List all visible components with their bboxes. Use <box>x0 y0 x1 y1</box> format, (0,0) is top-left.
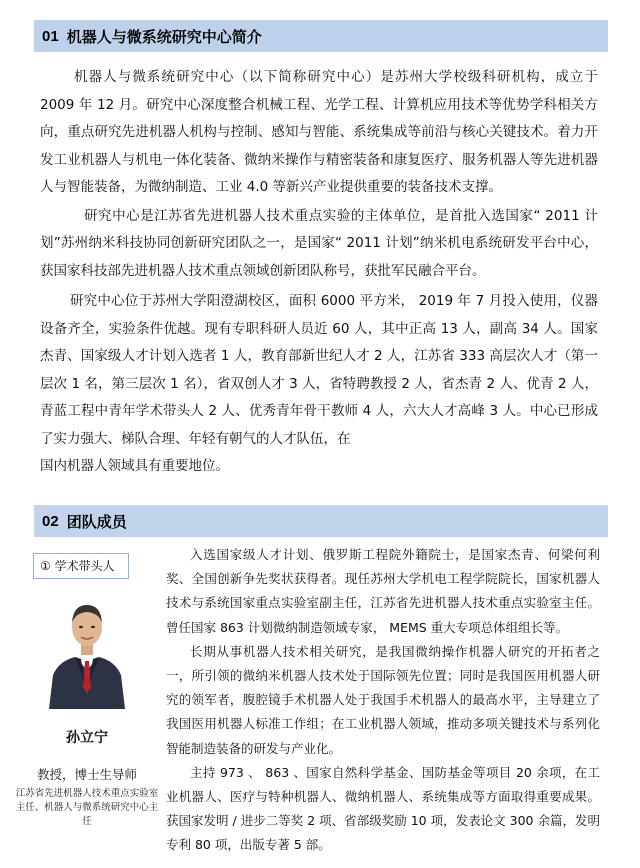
intro-paragraph-3-tail: 国内机器人领域具有重要地位。 <box>40 458 229 474</box>
section-header-intro <box>34 20 608 52</box>
bio-paragraph-3: 主持 973 、 863 、国家自然科学基金、国防基金等项目 20 余项，在工业机器人、医疗与特种机器人、微纳机器人、系统集成等方面取得重要成果。获国家发明 / 进步二等奖 2 项、省部级奖励 10 项，发表论文 300 余篇，发明专利 80 项，出版专著 5 部。 <box>166 764 600 853</box>
section-number: 02 <box>42 512 59 530</box>
role-label: 学术带头人 <box>54 559 115 573</box>
member-profile <box>12 553 162 829</box>
member-photo <box>47 587 127 709</box>
intro-paragraph-2: 研究中心是江苏省先进机器人技术重点实验的主体单位，是首批入选国家“ 2011 计划”苏州纳米科技协同创新研究团队之一，是国家“ 2011 计划”纳米机电系统研发平台中心，获国家科技部先进机器人技术重点领域创新团队称号，获批军民融合平台。 <box>40 207 598 279</box>
intro-paragraph-3: 研究中心位于苏州大学阳澄湖校区，面积 6000 平方米， 2019 年 7 月投入使用，仪器设备齐全，实验条件优越。现有专职科研人员近 60 人，其中正高 13 人，副高 34 人。国家杰青、国家级人才计划入选者 1 人，教育部新世纪人才 2 人，江苏省 333 高层次人才（第一层次 1 名，第三层次 1 名），省双创人才 3 人，省特聘教授 2 人，省杰青 2 人、优青 2 人，青蓝工程中青年学术带头人 2 人、优秀青年骨干教师 4 人，六大人才高峰 3 人。中心已形成了实力强大、梯队合理、年轻有朝气的人才队伍，在 <box>40 293 598 447</box>
member-name: 孙立宁 <box>66 730 108 746</box>
section-title: 团队成员 <box>66 512 127 531</box>
role-label-box <box>33 553 129 579</box>
section-number: 01 <box>42 27 59 45</box>
member-title: 教授，博士生导师 <box>36 767 137 782</box>
bio-paragraph-1: 入选国家级人才计划、俄罗斯工程院外籍院士，是国家杰青、何梁何利奖、全国创新争先奖状获得者。现任苏州大学机电工程学院院长，国家机器人技术与系统国家重点实验室副主任，江苏省先进机器人技术重点实验室主任。曾任国家 863 计划微纳制造领域专家， MEMS 重大专项总体组组长等。 <box>166 547 600 635</box>
intro-text <box>40 64 598 475</box>
section-header-team <box>34 505 608 537</box>
circled-number-1: ① <box>40 559 51 573</box>
intro-paragraph-1: 机器人与微系统研究中心（以下简称研究中心）是苏州大学校级科研机构，成立于 2009 年 12 月。研究中心深度整合机械工程、光学工程、计算机应用技术等优势学科相关方向，重点研究先进机器人机构与控制、感知与智能、系统集成等前沿与核心关键技术。着力开发工业机器人与机电一体化装备、微纳米操作与精密装备和康复医疗、服务机器人等先进机器人与智能装备，为微纳制造、工业 4.0 等新兴产业提供重要的装备技术支撑。 <box>40 69 598 195</box>
member-bio <box>166 543 600 858</box>
section-title: 机器人与微系统研究中心简介 <box>66 27 262 46</box>
portrait-image <box>47 587 127 709</box>
member-affiliation: 江苏省先进机器人技术重点实验室主任、机器人与微系统研究中心主任 <box>15 788 159 827</box>
bio-paragraph-2: 长期从事机器人技术相关研究，是我国微纳操作机器人研究的开拓者之一，所引领的微纳米机器人技术处于国际领先位置；同时是我国医用机器人研究的领军者，腹腔镜手术机器人处于我国手术机器人的最高水平，主导建立了我国医用机器人标准工作组；在工业机器人领域，推动多项关键技术与系列化智能制造装备的研发与产业化。 <box>166 643 600 756</box>
